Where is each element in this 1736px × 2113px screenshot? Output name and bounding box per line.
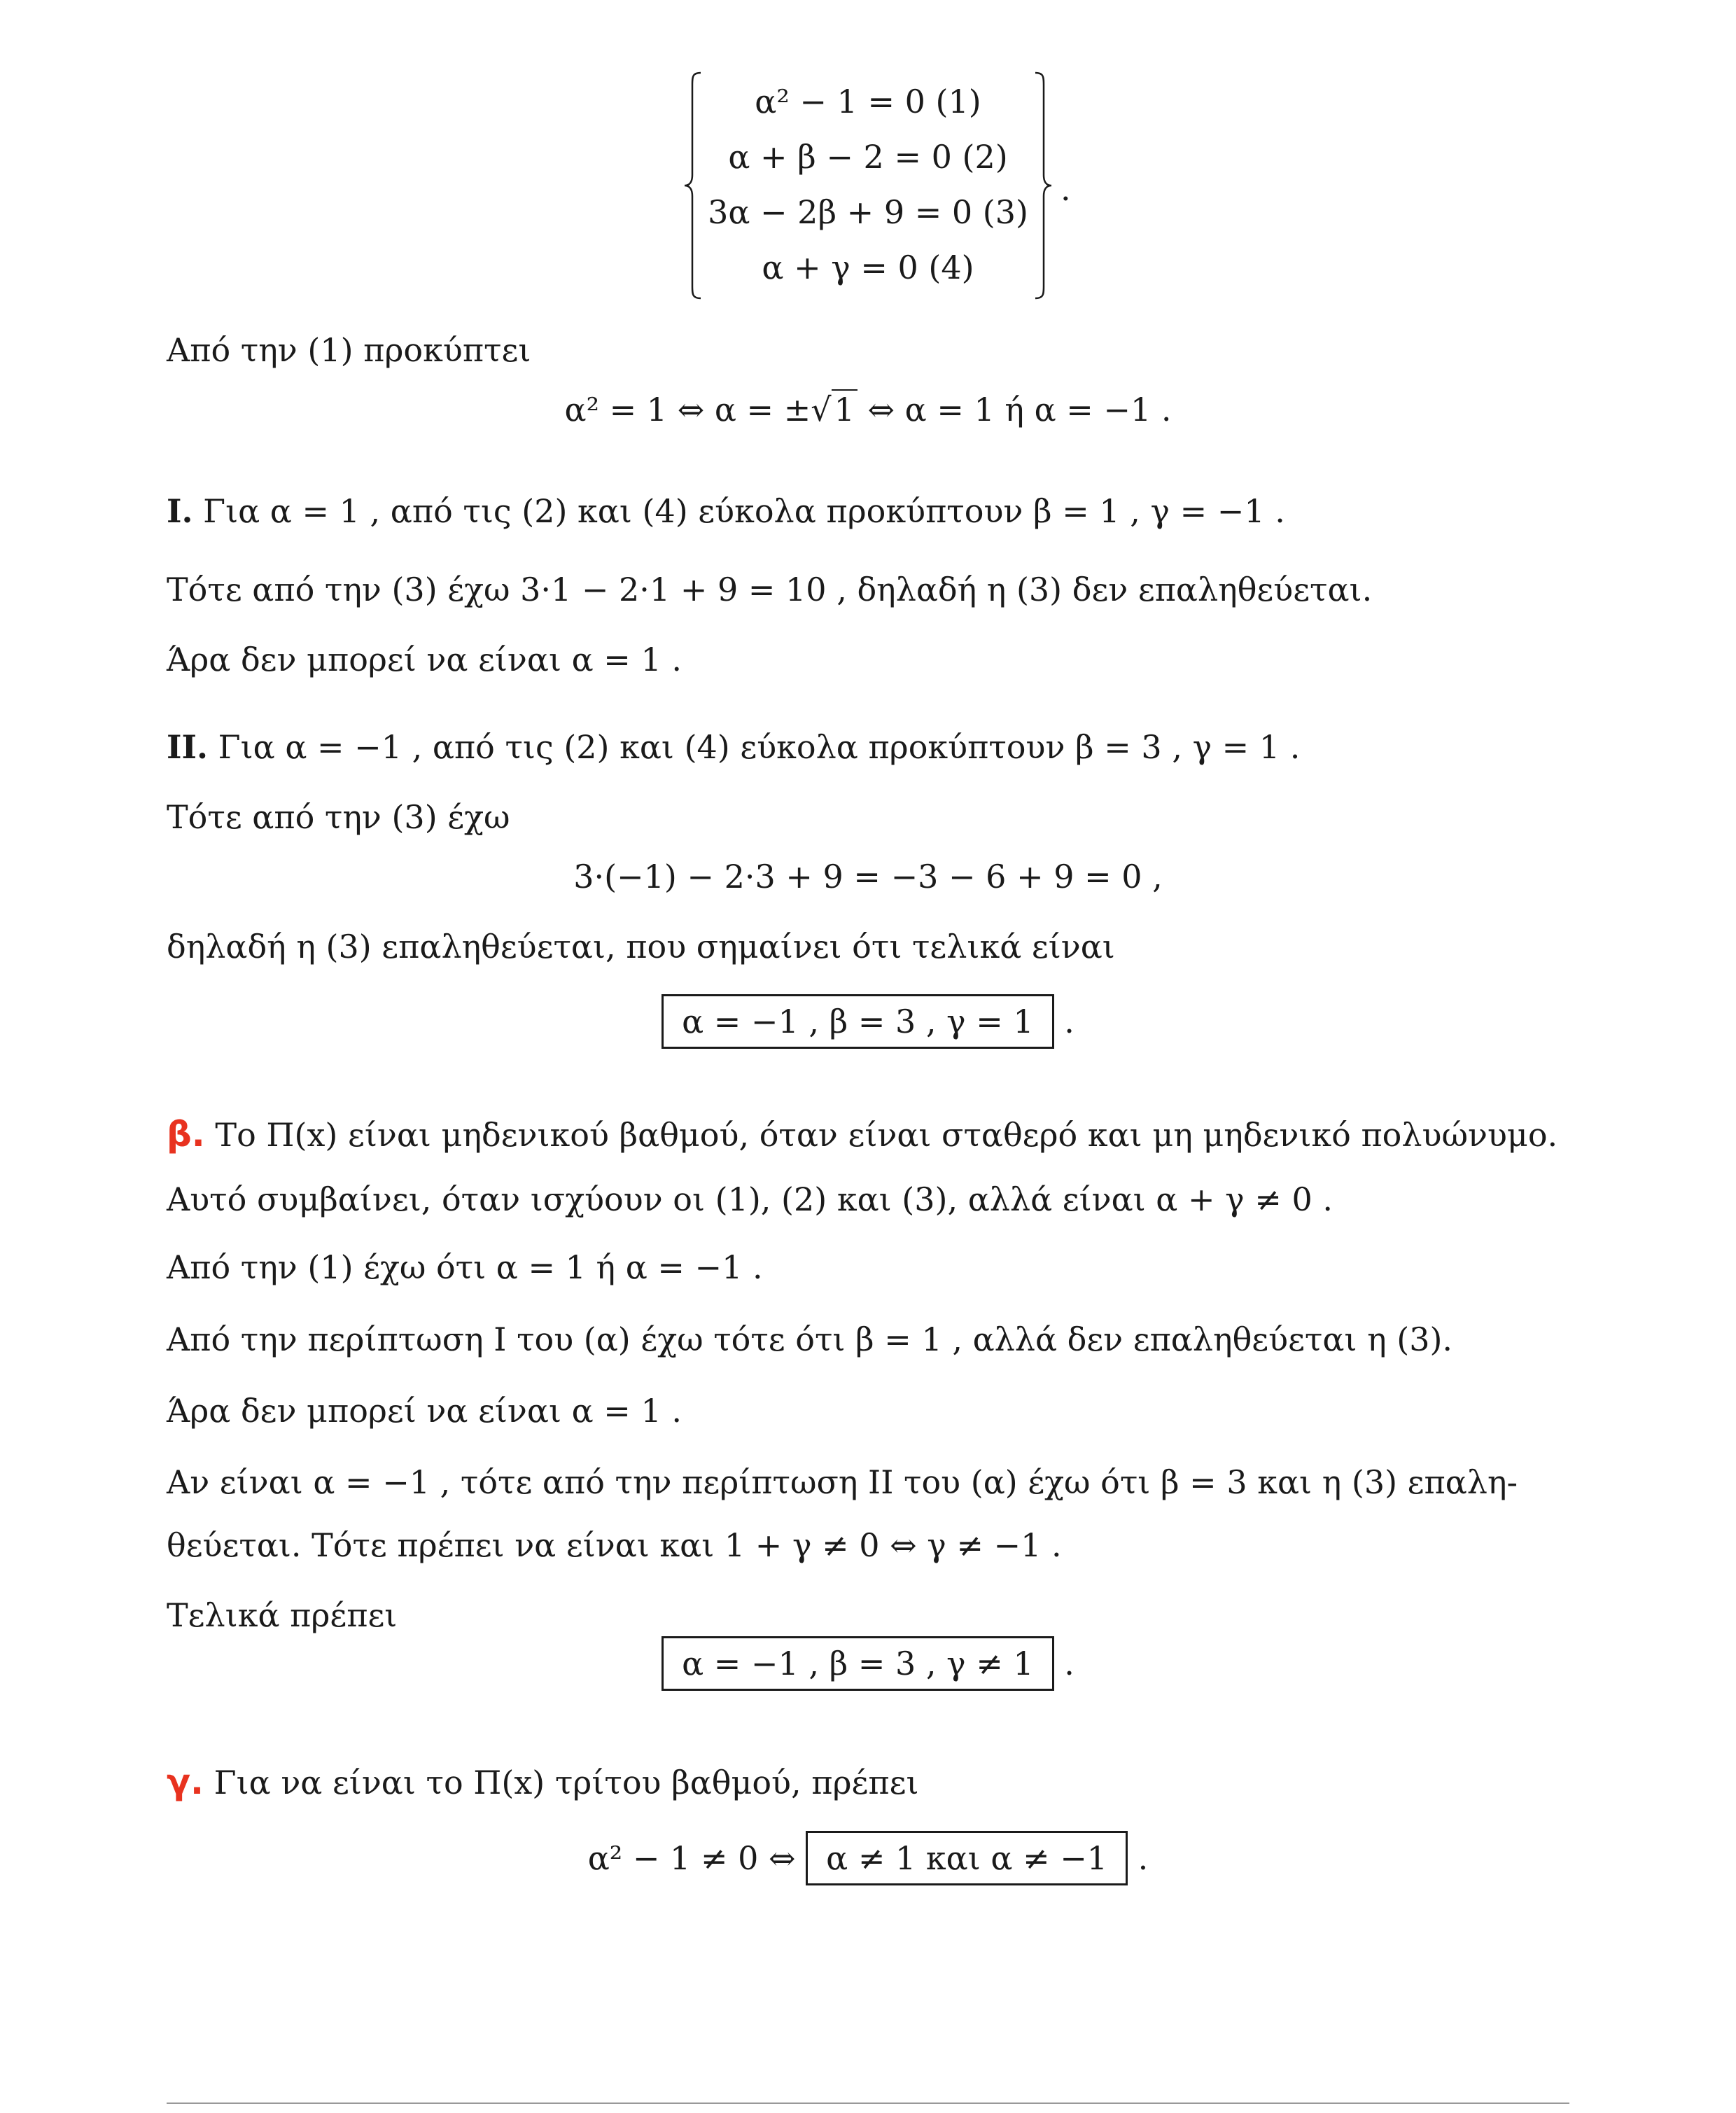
part-b-text: Το Π(x) είναι μηδενικού βαθμού, όταν είναι σταθερό και μη μηδενικό πολυώνυμο.: [204, 1116, 1558, 1154]
case-2-text: Για α = −1 , από τις (2) και (4) εύκολα προκύπτουν β = 3 , γ = 1 .: [208, 728, 1301, 766]
case-1-label: Ι.: [167, 492, 193, 530]
equation-3: 3α − 2β + 9 = 0 (3): [708, 193, 1028, 231]
part-b-line-8: Τελικά πρέπει: [167, 1596, 398, 1634]
sqrt-icon: √: [811, 391, 832, 428]
sqrt-radicand: 1: [832, 389, 858, 428]
part-b-line-1: [167, 1113, 1558, 1156]
part-b-label: β.: [167, 1114, 205, 1155]
part-b-result-period: .: [1054, 1645, 1074, 1682]
part-b-line-5: Άρα δεν μπορεί να είναι α = 1 .: [167, 1392, 682, 1430]
part-b-result-box: α = −1 , β = 3 , γ ≠ 1: [662, 1636, 1054, 1691]
case-2-label: ΙΙ.: [167, 728, 209, 766]
case-1-line-1: [167, 490, 1285, 532]
part-c-line-1: [167, 1761, 918, 1804]
system-period: .: [1060, 170, 1071, 208]
equation-1: α² − 1 = 0 (1): [755, 83, 981, 120]
right-brace-icon: [1032, 70, 1054, 301]
part-c-result-period: .: [1128, 1839, 1149, 1877]
case-2-line-1: [167, 726, 1300, 768]
case-1-line-3: Άρα δεν μπορεί να είναι α = 1 .: [167, 641, 682, 678]
part-c-label: γ.: [167, 1762, 204, 1802]
case-1-line-2: Τότε από την (3) έχω 3·1 − 2·1 + 9 = 10 , δηλαδή η (3) δεν επαληθεύεται.: [167, 571, 1373, 608]
from-eq1-text: Από την (1) προκύπτει: [167, 331, 531, 369]
case-2-result-line: [0, 994, 1736, 1049]
part-b-line-6: Αν είναι α = −1 , τότε από την περίπτωση ΙΙ του (α) έχω ότι β = 3 και η (3) επαλη-: [167, 1463, 1518, 1501]
part-b-line-4: Από την περίπτωση Ι του (α) έχω τότε ότι β = 1 , αλλά δεν επαληθεύεται η (3).: [167, 1320, 1453, 1358]
alpha-solution: [0, 389, 1736, 431]
part-b-line-7: θεύεται. Τότε πρέπει να είναι και 1 + γ ≠ 0 ⇔ γ ≠ −1 .: [167, 1526, 1062, 1564]
part-b-line-2: Αυτό συμβαίνει, όταν ισχύουν οι (1), (2) και (3), αλλά είναι α + γ ≠ 0 .: [167, 1180, 1333, 1218]
part-b-result-line: [0, 1636, 1736, 1691]
case-2-equation: 3·(−1) − 2·3 + 9 = −3 − 6 + 9 = 0 ,: [573, 858, 1163, 895]
part-c-equation-left: α² − 1 ≠ 0 ⇔: [587, 1839, 806, 1877]
part-c-result-box: α ≠ 1 και α ≠ −1: [806, 1831, 1128, 1885]
case-2-result-box: α = −1 , β = 3 , γ = 1: [662, 994, 1054, 1049]
left-brace-icon: [682, 70, 704, 301]
case-2-line-2: Τότε από την (3) έχω: [167, 798, 510, 836]
case-1-text: Για α = 1 , από τις (2) και (4) εύκολα προκύπτουν β = 1 , γ = −1 .: [192, 492, 1285, 530]
case-2-result-period: .: [1054, 1003, 1074, 1040]
footer-rule: [167, 2102, 1569, 2104]
alpha-solution-left: α² = 1 ⇔ α = ±: [564, 391, 811, 428]
part-b-line-3: Από την (1) έχω ότι α = 1 ή α = −1 .: [167, 1248, 763, 1286]
alpha-solution-right: ⇔ α = 1 ή α = −1 .: [857, 391, 1172, 428]
part-c-result-line: [0, 1831, 1736, 1885]
part-c-text: Για να είναι το Π(x) τρίτου βαθμού, πρέπει: [204, 1764, 919, 1801]
equation-4: α + γ = 0 (4): [762, 249, 974, 286]
case-2-line-3: δηλαδή η (3) επαληθεύεται, που σημαίνει ότι τελικά είναι: [167, 928, 1115, 965]
equation-system: [682, 70, 1054, 301]
equation-2: α + β − 2 = 0 (2): [728, 138, 1008, 176]
